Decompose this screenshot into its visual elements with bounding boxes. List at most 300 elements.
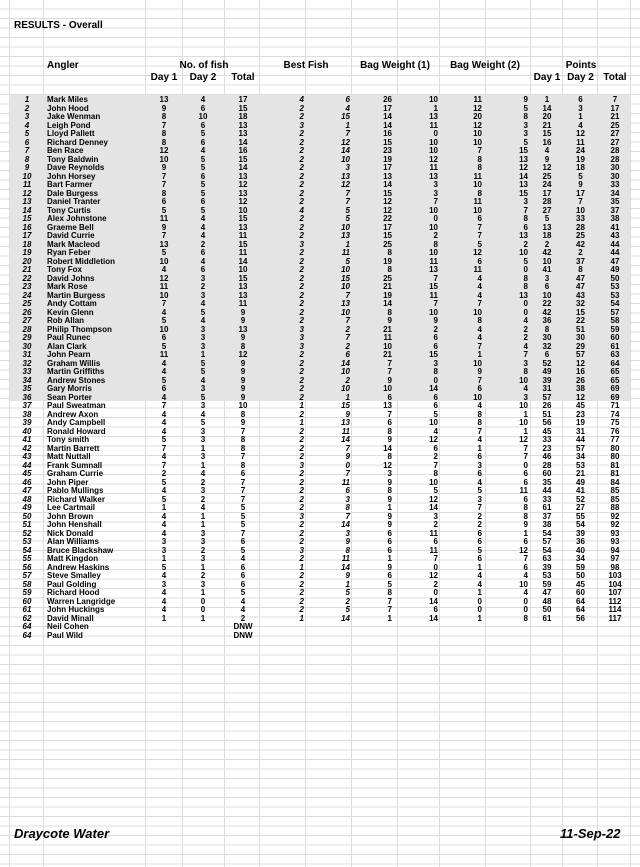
bag2-oz: 1 xyxy=(523,528,528,538)
best-fish-oz: 7 xyxy=(345,197,350,206)
angler-name: John Huckings xyxy=(47,605,105,614)
best-fish-lb: 1 xyxy=(299,418,304,427)
bag1-lb: 8 xyxy=(387,307,392,317)
bag2-oz: 7 xyxy=(523,554,528,563)
bag2-lb: 6 xyxy=(477,537,482,546)
fish-day1: 5 xyxy=(161,375,167,385)
fish-total: 13 xyxy=(238,188,248,198)
best-fish-lb: 2 xyxy=(299,256,304,266)
bag2-oz: 7 xyxy=(523,443,528,453)
fish-day1: 7 xyxy=(161,180,167,189)
fish-day1: 3 xyxy=(161,537,167,546)
fish-day2: 4 xyxy=(200,256,206,266)
angler-name: Rob Allan xyxy=(47,316,85,325)
fish-day2: 3 xyxy=(200,435,206,444)
points-total: 92 xyxy=(610,511,620,521)
position: 3 xyxy=(24,112,30,121)
angler-name: John Henshall xyxy=(47,520,102,529)
best-fish-lb: 2 xyxy=(299,316,304,325)
position: 53 xyxy=(22,537,32,546)
angler-name: Kevin Glenn xyxy=(47,307,94,317)
bag2-lb: 10 xyxy=(473,205,482,215)
position: 17 xyxy=(22,231,32,240)
bag2-lb: 20 xyxy=(473,112,482,121)
bag1-lb: 16 xyxy=(383,129,392,138)
points-day1: 9 xyxy=(544,154,550,164)
best-fish-lb: 2 xyxy=(299,273,304,283)
bag2-lb: 4 xyxy=(477,273,482,283)
bag2-lb: 5 xyxy=(477,239,482,249)
points-day1: 41 xyxy=(542,265,552,274)
bag1-oz: 12 xyxy=(429,435,438,444)
bag2-lb: 10 xyxy=(473,129,482,138)
bag1-lb: 7 xyxy=(387,605,392,614)
points-day1: 63 xyxy=(542,554,552,563)
fish-day1: 3 xyxy=(161,545,167,555)
bag2-oz: 9 xyxy=(523,520,528,529)
points-day2: 34 xyxy=(576,554,585,563)
fish-day1: 7 xyxy=(161,460,167,470)
position: 59 xyxy=(22,588,32,597)
fish-day1: 4 xyxy=(161,528,167,538)
position: 31 xyxy=(22,350,32,359)
fish-day2: 1 xyxy=(200,588,206,597)
bag1-lb: 15 xyxy=(383,188,392,198)
points-total: 71 xyxy=(610,401,620,410)
points-day2: 45 xyxy=(576,579,585,589)
angler-name: Matt Kingdon xyxy=(47,554,99,563)
bag1-oz: 8 xyxy=(433,367,438,376)
best-fish-lb: 2 xyxy=(299,554,304,563)
points-day1: 61 xyxy=(542,613,552,623)
points-total: 43 xyxy=(610,231,620,240)
fish-day1: 4 xyxy=(161,511,167,521)
best-fish-lb: 3 xyxy=(299,324,304,334)
points-day2: 53 xyxy=(576,460,585,470)
points-day2: 38 xyxy=(576,384,585,393)
fish-total: 12 xyxy=(238,350,248,359)
bag1-oz: 7 xyxy=(433,197,438,206)
bag1-oz: 10 xyxy=(429,137,438,147)
bag1-lb: 6 xyxy=(387,392,392,402)
points-day1: 14 xyxy=(542,103,552,113)
best-fish-lb: 2 xyxy=(299,486,304,495)
bag1-lb: 8 xyxy=(387,452,392,461)
bag1-oz: 6 xyxy=(433,341,438,351)
points-day1: 56 xyxy=(542,418,552,427)
bag1-oz: 11 xyxy=(429,290,438,300)
bag2-oz: 12 xyxy=(519,163,528,172)
fish-total: 13 xyxy=(238,324,248,334)
table-row xyxy=(0,139,640,148)
fish-total: DNW xyxy=(233,622,253,631)
points-day1: 38 xyxy=(542,520,552,529)
bag1-oz: 0 xyxy=(433,375,438,385)
angler-name: Robert Middletion xyxy=(47,256,115,266)
bag2-oz: 0 xyxy=(523,605,528,614)
points-total: 104 xyxy=(608,579,622,589)
best-fish-oz: 14 xyxy=(341,562,350,572)
best-fish-oz: 7 xyxy=(345,469,350,478)
points-total: 28 xyxy=(610,154,620,164)
fish-day1: 9 xyxy=(161,222,167,232)
angler-name: Mark Rose xyxy=(47,282,88,291)
bag1-oz: 3 xyxy=(433,180,438,189)
bag1-lb: 6 xyxy=(387,537,392,546)
fish-day1: 12 xyxy=(159,273,169,283)
best-fish-oz: 14 xyxy=(341,435,350,444)
fish-day1: 7 xyxy=(161,120,167,130)
bag1-lb: 10 xyxy=(383,341,392,351)
points-day2: 25 xyxy=(576,231,585,240)
bag1-lb: 17 xyxy=(383,163,392,172)
position: 25 xyxy=(22,299,32,308)
bag2-oz: 13 xyxy=(519,231,528,240)
points-total: 61 xyxy=(610,341,620,351)
bag1-oz: 10 xyxy=(429,248,438,257)
fish-total: 9 xyxy=(240,358,246,368)
points-day2: 47 xyxy=(576,273,585,283)
points-total: 74 xyxy=(610,409,620,419)
points-total: 59 xyxy=(610,324,620,334)
fish-day2: 6 xyxy=(200,265,206,274)
bag1-oz: 13 xyxy=(429,112,438,121)
angler-name: Sean Porter xyxy=(47,392,92,402)
bag2-lb: 0 xyxy=(477,605,482,614)
points-day2: 64 xyxy=(576,605,585,614)
fish-total: 4 xyxy=(240,596,246,606)
bag2-lb: 1 xyxy=(477,350,482,359)
table-row xyxy=(0,632,640,641)
points-day2: 8 xyxy=(578,265,583,274)
best-fish-lb: 2 xyxy=(299,392,304,402)
header-points-day2: Day 2 xyxy=(567,72,594,83)
bag1-lb: 26 xyxy=(383,95,392,104)
best-fish-lb: 2 xyxy=(299,350,304,359)
bag1-oz: 12 xyxy=(429,494,438,504)
bag2-oz: 10 xyxy=(519,418,528,427)
bag2-lb: 7 xyxy=(477,222,482,232)
points-day2: 21 xyxy=(576,469,585,478)
table-row xyxy=(0,266,640,275)
angler-name: John Piper xyxy=(47,477,89,487)
fish-total: 6 xyxy=(240,537,246,546)
bag2-lb: 6 xyxy=(477,256,482,266)
bag1-lb: 6 xyxy=(387,528,392,538)
best-fish-lb: 2 xyxy=(299,137,304,147)
bag1-lb: 9 xyxy=(387,520,392,529)
fish-total: 5 xyxy=(240,545,246,555)
bag1-lb: 17 xyxy=(383,222,392,232)
best-fish-oz: 13 xyxy=(341,231,350,240)
best-fish-oz: 1 xyxy=(345,579,350,589)
angler-name: David Currie xyxy=(47,231,95,240)
bag1-lb: 14 xyxy=(383,112,392,121)
best-fish-oz: 10 xyxy=(341,222,350,232)
fish-total: 8 xyxy=(240,443,246,453)
bag1-oz: 6 xyxy=(433,401,438,410)
angler-name: John Brown xyxy=(47,511,94,521)
best-fish-lb: 2 xyxy=(299,452,304,461)
header-points-total: Total xyxy=(603,72,627,83)
table-row xyxy=(0,343,640,352)
points-day1: 37 xyxy=(542,511,552,521)
position: 39 xyxy=(22,418,32,427)
best-fish-lb: 3 xyxy=(299,239,304,249)
bag1-lb: 14 xyxy=(383,443,392,453)
bag2-oz: 8 xyxy=(523,282,528,291)
fish-total: 18 xyxy=(238,112,248,121)
points-day2: 55 xyxy=(576,511,585,521)
table-row xyxy=(0,275,640,284)
best-fish-oz: 7 xyxy=(345,316,350,325)
angler-name: Steve Smalley xyxy=(47,571,101,580)
fish-day1: 5 xyxy=(161,248,167,257)
best-fish-oz: 10 xyxy=(341,282,350,291)
bag2-oz: 2 xyxy=(523,333,528,342)
fish-total: 9 xyxy=(240,418,246,427)
points-day2: 1 xyxy=(578,112,583,121)
angler-name: Daniel Tranter xyxy=(47,197,101,206)
bag1-lb: 7 xyxy=(387,596,392,606)
bag1-lb: 9 xyxy=(387,375,392,385)
position: 6 xyxy=(24,137,30,147)
angler-name: Alex Johnstone xyxy=(47,214,107,223)
best-fish-oz: 15 xyxy=(341,273,350,283)
points-day1: 22 xyxy=(542,299,552,308)
points-total: 64 xyxy=(610,358,620,368)
fish-day2: 4 xyxy=(200,375,206,385)
points-day1: 36 xyxy=(542,316,552,325)
points-day2: 18 xyxy=(576,163,585,172)
bag2-oz: 4 xyxy=(523,316,528,325)
points-total: 94 xyxy=(610,545,620,555)
points-total: 88 xyxy=(610,503,620,512)
bag2-lb: 12 xyxy=(473,248,482,257)
points-day2: 34 xyxy=(576,452,585,461)
bag1-oz: 10 xyxy=(429,222,438,232)
fish-total: 5 xyxy=(240,511,246,521)
fish-day2: 5 xyxy=(200,154,206,164)
points-day1: 35 xyxy=(542,477,552,487)
angler-name: Mark Miles xyxy=(47,95,88,104)
bag2-lb: 3 xyxy=(477,494,482,504)
bag1-oz: 10 xyxy=(429,205,438,215)
bag2-oz: 8 xyxy=(523,273,528,283)
fish-total: 14 xyxy=(238,137,248,147)
angler-name: Richard Hood xyxy=(47,588,100,597)
bag2-lb: 10 xyxy=(473,358,482,368)
points-total: 27 xyxy=(610,137,620,147)
best-fish-oz: 5 xyxy=(345,588,350,597)
bag2-lb: 1 xyxy=(477,562,482,572)
points-day1: 8 xyxy=(544,324,550,334)
bag1-lb: 8 xyxy=(387,588,392,597)
angler-name: Dale Burgess xyxy=(47,188,99,198)
bag2-lb: 7 xyxy=(477,341,482,351)
fish-day2: 5 xyxy=(200,367,206,376)
position: 28 xyxy=(22,324,32,334)
fish-day2: 4 xyxy=(200,222,206,232)
bag2-oz: 10 xyxy=(519,401,528,410)
points-day1: 15 xyxy=(542,129,552,138)
fish-day2: 6 xyxy=(200,171,206,181)
fish-day1: 8 xyxy=(161,188,167,198)
points-day1: 52 xyxy=(542,358,552,368)
fish-day1: 13 xyxy=(159,239,169,249)
fish-day2: 4 xyxy=(200,214,206,223)
points-day1: 57 xyxy=(542,392,552,402)
fish-total: 15 xyxy=(238,273,248,283)
fish-day2: 6 xyxy=(200,103,206,113)
fish-day1: 4 xyxy=(161,486,167,495)
angler-name: Tony Baldwin xyxy=(47,154,99,164)
bag1-oz: 1 xyxy=(433,103,438,113)
fish-day1: 9 xyxy=(161,103,167,113)
table-row xyxy=(0,615,640,624)
points-total: 57 xyxy=(610,307,620,317)
bag2-lb: 7 xyxy=(477,146,482,155)
points-total: 60 xyxy=(610,333,620,342)
bag1-lb: 23 xyxy=(383,146,392,155)
fish-total: 13 xyxy=(238,129,248,138)
fish-day1: 4 xyxy=(161,520,167,529)
points-total: 85 xyxy=(610,494,620,504)
fish-day2: 5 xyxy=(200,129,206,138)
fish-day1: 13 xyxy=(159,95,169,104)
points-day2: 36 xyxy=(576,537,585,546)
fish-day1: 10 xyxy=(159,290,169,300)
bag2-oz: 7 xyxy=(523,205,528,215)
bag1-lb: 15 xyxy=(383,137,392,147)
fish-day2: 3 xyxy=(200,273,206,283)
bag2-lb: 8 xyxy=(477,163,482,172)
bag1-lb: 12 xyxy=(383,205,392,215)
bag2-oz: 12 xyxy=(519,545,528,555)
best-fish-oz: 13 xyxy=(341,299,350,308)
best-fish-oz: 10 xyxy=(341,154,350,164)
angler-name: Graham Willis xyxy=(47,358,101,368)
angler-name: Alan Clark xyxy=(47,341,87,351)
bag2-lb: 3 xyxy=(477,460,482,470)
points-day1: 28 xyxy=(542,197,552,206)
best-fish-oz: 14 xyxy=(341,146,350,155)
position: 2 xyxy=(24,103,30,113)
fish-day1: 8 xyxy=(161,137,167,147)
position: 18 xyxy=(22,239,32,249)
position: 40 xyxy=(22,426,32,436)
position: 30 xyxy=(22,341,32,351)
points-day1: 24 xyxy=(542,180,552,189)
angler-name: Dave Reynolds xyxy=(47,163,105,172)
points-day2: 41 xyxy=(576,486,585,495)
points-day2: 3 xyxy=(578,103,583,113)
fish-total: 13 xyxy=(238,222,248,232)
fish-day2: 2 xyxy=(200,477,206,487)
bag1-oz: 6 xyxy=(433,537,438,546)
angler-name: Paul Sweatman xyxy=(47,401,106,410)
best-fish-lb: 2 xyxy=(299,469,304,478)
bag1-lb: 21 xyxy=(383,282,392,291)
fish-day1: 4 xyxy=(161,392,167,402)
bag2-oz: 9 xyxy=(523,95,528,104)
fish-day1: 7 xyxy=(161,299,167,308)
position: 29 xyxy=(22,333,32,342)
bag1-oz: 0 xyxy=(433,588,438,597)
bag1-lb: 21 xyxy=(383,324,392,334)
fish-total: 14 xyxy=(238,163,248,172)
fish-total: 11 xyxy=(238,299,248,308)
angler-name: Martin Burgess xyxy=(47,290,106,300)
bag2-oz: 14 xyxy=(519,171,528,181)
bag2-oz: 2 xyxy=(523,324,528,334)
best-fish-lb: 1 xyxy=(299,562,304,572)
angler-name: Paul Golding xyxy=(47,579,97,589)
best-fish-lb: 2 xyxy=(299,154,304,164)
bag1-oz: 10 xyxy=(429,146,438,155)
points-day1: 54 xyxy=(542,528,552,538)
fish-day2: 2 xyxy=(200,571,206,580)
angler-name: Ryan Feber xyxy=(47,248,91,257)
bag1-lb: 14 xyxy=(383,120,392,130)
best-fish-lb: 2 xyxy=(299,375,304,385)
best-fish-oz: 10 xyxy=(341,307,350,317)
fish-day2: 3 xyxy=(200,554,206,563)
fish-day2: 4 xyxy=(200,146,206,155)
best-fish-lb: 3 xyxy=(299,341,304,351)
angler-name: David Minall xyxy=(47,613,94,623)
angler-name: Pablo Mullings xyxy=(47,486,104,495)
best-fish-oz: 1 xyxy=(345,239,350,249)
points-total: 41 xyxy=(610,222,620,232)
fish-total: 11 xyxy=(238,231,248,240)
position: 34 xyxy=(22,375,32,385)
fish-day1: 4 xyxy=(161,571,167,580)
bag1-lb: 9 xyxy=(387,494,392,504)
fish-day2: 5 xyxy=(200,418,206,427)
fish-total: 10 xyxy=(238,265,248,274)
bag1-lb: 17 xyxy=(383,103,392,113)
points-day1: 54 xyxy=(542,545,552,555)
position: 37 xyxy=(22,401,32,410)
bag2-lb: 1 xyxy=(477,613,482,623)
points-day1: 45 xyxy=(542,426,552,436)
points-day2: 6 xyxy=(578,95,583,104)
best-fish-lb: 2 xyxy=(299,443,304,453)
bag1-lb: 6 xyxy=(387,545,392,555)
fish-day1: 7 xyxy=(161,443,167,453)
fish-total: 9 xyxy=(240,307,246,317)
best-fish-oz: 10 xyxy=(341,367,350,376)
best-fish-oz: 12 xyxy=(341,180,350,189)
fish-total: 5 xyxy=(240,503,246,512)
bag2-oz: 6 xyxy=(523,477,528,487)
bag1-oz: 12 xyxy=(429,571,438,580)
bag1-oz: 10 xyxy=(429,418,438,427)
points-total: 75 xyxy=(610,418,620,427)
fish-total: 13 xyxy=(238,120,248,130)
points-day1: 60 xyxy=(542,469,552,478)
bag1-oz: 0 xyxy=(433,129,438,138)
position: 46 xyxy=(22,477,32,487)
bag1-oz: 7 xyxy=(433,460,438,470)
position: 57 xyxy=(22,571,32,580)
points-total: 92 xyxy=(610,520,620,529)
best-fish-lb: 2 xyxy=(299,146,304,155)
best-fish-lb: 2 xyxy=(299,409,304,419)
best-fish-oz: 5 xyxy=(345,205,350,215)
fish-day1: 10 xyxy=(159,154,169,164)
